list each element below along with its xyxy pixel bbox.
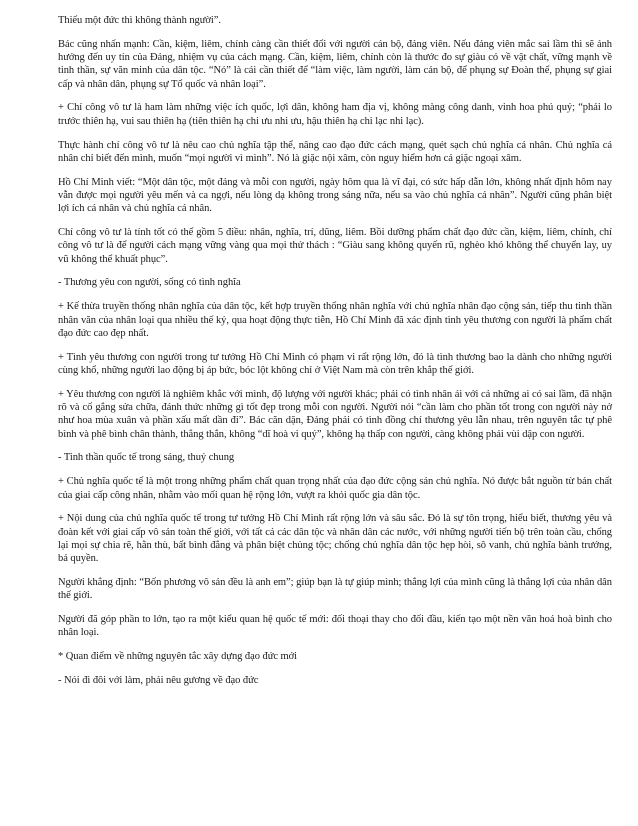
- paragraph: Hồ Chí Minh viết: “Một dân tộc, một đảng và mỗi con người, ngày hôm qua là vĩ đại, có sức hấp dẫn lớn, không nhất định hôm nay vẫn được mọi người yêu mến và ca ngợi, nếu lòng dạ không trong sáng nữa, nếu sa vào chủ nghĩa cá nhân”. Người cũng phân biệt lợi ích cá nhân và chủ nghĩa cá nhân.: [58, 176, 612, 215]
- paragraph: Thực hành chí công vô tư là nêu cao chủ nghĩa tập thể, nâng cao đạo đức cách mạng, quét sạch chủ nghĩa cá nhân. Chủ nghĩa cá nhân chỉ biết đến mình, muốn “mọi người vì mình”. Nó là giặc nội xâm, còn nguy hiểm hơn cả giặc ngoại xâm.: [58, 139, 612, 164]
- paragraph: + Nội dung của chủ nghĩa quốc tế trong tư tưởng Hồ Chí Minh rất rộng lớn và sâu sắc. Đó là sự tôn trọng, hiểu biết, thương yêu và đoàn kết với giai cấp vô sản toàn thế giới, với tất cả các dân tộc và nhân dân các nước, với những người tiến bộ trên toàn cầu, chống lại mọi sự chia rẽ, hằn thù, bất bình đẳng và phân biệt chủng tộc; chống chủ nghĩa dân tộc hẹp hòi, sô vanh, chủ nghĩa bành trướng, bá quyền.: [58, 513, 612, 565]
- paragraph: Bác cũng nhấn mạnh: Cần, kiệm, liêm, chính càng cần thiết đối với người cán bộ, đảng viên. Nếu đảng viên mắc sai lầm thì sẽ ảnh hưởng đến uy tín của Đảng, nhiệm vụ của cách mạng. Cần, kiệm, liêm, chính còn là thước đo sự giàu có về vật chất, vững mạnh về tinh thần, sự văn minh của dân tộc. “Nó” là cái cần thiết để “làm việc, làm người, làm cán bộ, để phụng sự Đoàn thể, phụng sự giai cấp và nhân dân, phụng sự Tổ quốc và nhân loại”.: [58, 38, 612, 90]
- paragraph: + Chủ nghĩa quốc tế là một trong những phẩm chất quan trọng nhất của đạo đức cộng sản chủ nghĩa. Nó được bắt nguồn từ bản chất của giai cấp công nhân, nhằm vào mối quan hệ rộng lớn, vượt ra khỏi quốc gia dân tộc.: [58, 476, 612, 501]
- section-heading: - Thương yêu con người, sống có tình nghĩa: [58, 277, 241, 289]
- paragraph: + Kế thừa truyền thống nhân nghĩa của dân tộc, kết hợp truyền thống nhân nghĩa với chủ nghĩa nhân đạo cộng sản, tiếp thu tinh thần nhân văn của nhân loại qua nhiều thế kỷ, qua hoạt động thực tiễn, Hồ Chí Minh đã xác định tình yêu thương con người là phẩm chất đạo đức cao đẹp nhất.: [58, 301, 612, 339]
- section-heading: - Nói đi đôi với làm, phải nêu gương về đạo đức: [58, 674, 259, 686]
- paragraph: Thiếu một đức thì không thành người”.: [58, 15, 221, 26]
- paragraph: + Yêu thương con người là nghiêm khắc với mình, độ lượng với người khác; phải có tình nhân ái với cả những ai có sai lầm, đã nhận rõ và cố gắng sửa chữa, đánh thức những gì tốt đẹp trong mỗi con người. Người nói “cần làm cho phần tốt trong con người này nở như hoa mùa xuân và phần xấu mất dần đi”. Bác căn dặn, Đảng phải có tình đồng chí thương yêu lẫn nhau, trên nguyên tắc tự phê bình và phê bình chân thành, thẳng thắn, không “dĩ hoà vi quý”, không hạ thấp con người, càng không phải vùi dập con người.: [58, 388, 612, 440]
- paragraph: + Tình yêu thương con người trong tư tưởng Hồ Chí Minh có phạm vi rất rộng lớn, đó là tình thương bao la dành cho những người cùng khổ, những người lao động bị áp bức, bóc lột không chỉ ở Việt Nam mà còn trên khắp thế giới.: [58, 351, 612, 376]
- paragraph: Người khẳng định: “Bốn phương vô sản đều là anh em”; giúp bạn là tự giúp mình; thắng lợi của mình cũng là thắng lợi của nhân dân thế giới.: [58, 577, 612, 602]
- paragraph: + Chí công vô tư là ham làm những việc ích quốc, lợi dân, không ham địa vị, không màng công danh, vinh hoa phú quý; “phải lo trước thiên hạ, vui sau thiên hạ (tiên thiên hạ chi ưu nhi ưu, hậu thiên hạ chi lạc nhi lạc).: [58, 102, 612, 127]
- paragraph: Người đã góp phần to lớn, tạo ra một kiểu quan hệ quốc tế mới: đối thoại thay cho đối đầu, kiến tạo một nền văn hoá hoà bình cho nhân loại.: [58, 614, 612, 639]
- section-heading: - Tinh thần quốc tế trong sáng, thuỷ chung: [58, 452, 235, 464]
- paragraph: Chí công vô tư là tính tốt có thể gồm 5 điều: nhân, nghĩa, trí, dũng, liêm. Bồi dưỡng phẩm chất đạo đức cần, kiệm, liêm, chính, chí công vô tư là để người cách mạng vững vàng qua mọi thử thách : “Giàu sang không quyến rũ, nghèo khó không thể chuyển lay, uy vũ không thể khuất phục”.: [58, 227, 612, 265]
- section-heading: * Quan điểm về những nguyên tắc xây dựng đạo đức mới: [58, 651, 298, 663]
